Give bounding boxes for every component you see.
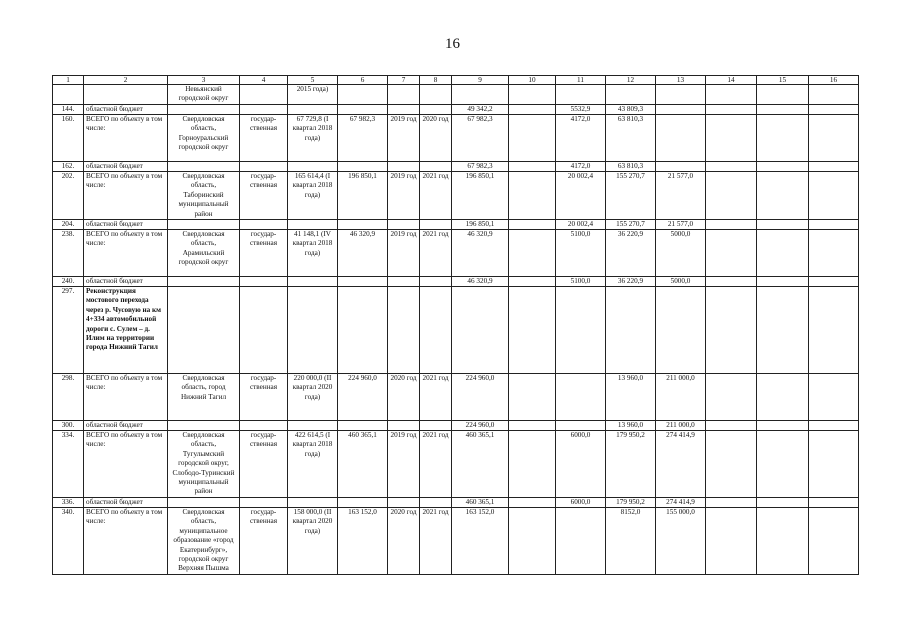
table-cell — [706, 105, 757, 115]
table-row — [53, 115, 859, 162]
table-cell: государ-ственная — [240, 115, 288, 162]
table-cell — [509, 230, 556, 277]
table-cell: 274 414,9 — [656, 431, 706, 498]
column-header: 7 — [388, 76, 420, 85]
table-cell — [240, 287, 288, 374]
table-cell — [757, 287, 809, 374]
table-cell — [240, 105, 288, 115]
table-cell — [338, 162, 388, 172]
table-cell: 2021 год — [420, 374, 452, 421]
column-header: 16 — [809, 76, 859, 85]
table-cell — [509, 497, 556, 507]
budget-subrow — [53, 421, 859, 431]
table-cell — [388, 497, 420, 507]
table-cell — [452, 287, 509, 374]
table-cell — [168, 287, 240, 374]
table-cell: 67 982,3 — [452, 115, 509, 162]
table-cell: 20 002,4 — [556, 172, 606, 220]
table-row — [53, 431, 859, 498]
column-header: 13 — [656, 76, 706, 85]
table-row — [53, 374, 859, 421]
table-row — [53, 172, 859, 220]
table-cell: 211 000,0 — [656, 374, 706, 421]
table-cell — [809, 105, 859, 115]
table-cell: 2020 год — [388, 507, 420, 574]
table-cell: Свердловская область, город Нижний Тагил — [168, 374, 240, 421]
table-cell — [388, 287, 420, 374]
table-cell: 2020 год — [420, 115, 452, 162]
table-cell — [509, 277, 556, 287]
table-cell: 41 148,1 (IV квартал 2018 года) — [288, 230, 338, 277]
table-cell — [706, 497, 757, 507]
table-cell — [809, 431, 859, 498]
table-cell — [288, 105, 338, 115]
table-cell: 300. — [53, 421, 84, 431]
table-cell: 158 000,0 (II квартал 2020 года) — [288, 507, 338, 574]
table-cell — [388, 277, 420, 287]
table-cell — [509, 374, 556, 421]
table-cell — [706, 277, 757, 287]
table-cell: 5000,0 — [656, 277, 706, 287]
table-cell: 6000,0 — [556, 497, 606, 507]
table-cell — [288, 421, 338, 431]
table-cell — [809, 421, 859, 431]
table-cell — [452, 85, 509, 105]
table-cell — [338, 220, 388, 230]
table-cell — [420, 220, 452, 230]
table-cell: 460 365,1 — [452, 497, 509, 507]
table-cell — [420, 277, 452, 287]
table-cell: 43 809,3 — [606, 105, 656, 115]
table-cell — [809, 277, 859, 287]
table-cell — [757, 220, 809, 230]
table-cell: 155 270,7 — [606, 172, 656, 220]
table-cell: 21 577,0 — [656, 220, 706, 230]
table-cell — [509, 115, 556, 162]
column-header: 15 — [757, 76, 809, 85]
table-cell: 5000,0 — [656, 230, 706, 277]
table-cell — [809, 497, 859, 507]
table-cell: 8152,0 — [606, 507, 656, 574]
table-cell: ВСЕГО по объекту в том числе: — [84, 230, 168, 277]
table-cell — [706, 85, 757, 105]
table-cell — [509, 287, 556, 374]
table-cell — [388, 105, 420, 115]
column-header: 5 — [288, 76, 338, 85]
table-cell: 165 614,4 (I квартал 2018 года) — [288, 172, 338, 220]
table-cell: 340. — [53, 507, 84, 574]
table-cell: 2019 год — [388, 431, 420, 498]
table-cell: 4172,0 — [556, 115, 606, 162]
column-header: 8 — [420, 76, 452, 85]
column-header: 14 — [706, 76, 757, 85]
table-cell: 211 000,0 — [656, 421, 706, 431]
table-cell: 67 982,3 — [452, 162, 509, 172]
table-cell: 6000,0 — [556, 431, 606, 498]
table-cell: 2021 год — [420, 431, 452, 498]
table-cell: 155 000,0 — [656, 507, 706, 574]
table-cell — [338, 421, 388, 431]
table-cell — [509, 507, 556, 574]
table-cell: 46 320,9 — [452, 230, 509, 277]
table-cell — [809, 85, 859, 105]
table-cell: Невьянский городской округ — [168, 85, 240, 105]
table-cell — [809, 507, 859, 574]
table-cell — [706, 507, 757, 574]
table-cell — [388, 85, 420, 105]
table-cell — [338, 497, 388, 507]
table-cell — [757, 507, 809, 574]
table-cell — [656, 162, 706, 172]
table-cell — [509, 105, 556, 115]
table-cell — [556, 287, 606, 374]
table-cell — [420, 497, 452, 507]
table-cell: 162. — [53, 162, 84, 172]
table-cell — [420, 85, 452, 105]
table-cell — [338, 85, 388, 105]
table-cell — [656, 287, 706, 374]
table-cell — [509, 172, 556, 220]
table-cell: 196 850,1 — [338, 172, 388, 220]
column-header: 12 — [606, 76, 656, 85]
table-cell — [809, 115, 859, 162]
table-cell — [509, 431, 556, 498]
table-cell — [288, 220, 338, 230]
table-cell — [656, 85, 706, 105]
table-cell — [809, 287, 859, 374]
table-cell — [556, 374, 606, 421]
table-cell: ВСЕГО по объекту в том числе: — [84, 172, 168, 220]
table-cell: государ-ственная — [240, 374, 288, 421]
table-cell: областной бюджет — [84, 220, 168, 230]
column-header: 2 — [84, 76, 168, 85]
table-cell: 13 960,0 — [606, 374, 656, 421]
table-cell: 144. — [53, 105, 84, 115]
table-cell — [168, 497, 240, 507]
table-cell: 36 220,9 — [606, 277, 656, 287]
table-cell: 5532,9 — [556, 105, 606, 115]
table-cell: 163 152,0 — [338, 507, 388, 574]
object-title-row — [53, 287, 859, 374]
table-cell — [706, 115, 757, 162]
table-cell: 2021 год — [420, 230, 452, 277]
table-cell — [240, 497, 288, 507]
table-cell — [420, 162, 452, 172]
table-cell: Свердловская область, Тугулымский городской округ, Слободо-Туринский муниципальный район — [168, 431, 240, 498]
column-header: 11 — [556, 76, 606, 85]
table-cell: ВСЕГО по объекту в том числе: — [84, 507, 168, 574]
column-header: 10 — [509, 76, 556, 85]
table-cell — [288, 162, 338, 172]
table-cell: 160. — [53, 115, 84, 162]
column-header: 4 — [240, 76, 288, 85]
table-cell: государ-ственная — [240, 172, 288, 220]
table-cell: 238. — [53, 230, 84, 277]
table-cell — [168, 162, 240, 172]
table-cell: ВСЕГО по объекту в том числе: — [84, 431, 168, 498]
table-cell — [240, 85, 288, 105]
table-cell: 460 365,1 — [452, 431, 509, 498]
table-cell — [757, 374, 809, 421]
header-row — [53, 76, 859, 85]
table-cell: 2021 год — [420, 507, 452, 574]
table-cell: 460 365,1 — [338, 431, 388, 498]
column-header: 6 — [338, 76, 388, 85]
table-cell: 2019 год — [388, 115, 420, 162]
table-cell: 21 577,0 — [656, 172, 706, 220]
table-cell: Реконструкция мостового перехода через р. Чусовую на км 4+334 автомобильной дороги с. Сулем – д. Илим на территории города Нижний Тагил — [84, 287, 168, 374]
table-row — [53, 230, 859, 277]
table-row — [53, 85, 859, 105]
budget-subrow — [53, 105, 859, 115]
table-cell: 224 960,0 — [452, 421, 509, 431]
table-cell — [84, 85, 168, 105]
table-cell: 36 220,9 — [606, 230, 656, 277]
budget-subrow — [53, 497, 859, 507]
table-cell — [757, 172, 809, 220]
table-cell — [240, 220, 288, 230]
table-cell — [706, 162, 757, 172]
table-cell — [509, 85, 556, 105]
table-cell: государ-ственная — [240, 507, 288, 574]
table-cell — [706, 431, 757, 498]
table-cell — [288, 277, 338, 287]
table-cell: ВСЕГО по объекту в том числе: — [84, 115, 168, 162]
table-cell: 196 850,1 — [452, 172, 509, 220]
table-cell — [240, 277, 288, 287]
budget-subrow — [53, 220, 859, 230]
table-cell: 2020 год — [388, 374, 420, 421]
table-cell — [168, 277, 240, 287]
table-cell — [757, 105, 809, 115]
table-cell — [388, 421, 420, 431]
table-cell — [606, 287, 656, 374]
table-cell — [809, 374, 859, 421]
table-cell — [757, 115, 809, 162]
table-cell — [757, 162, 809, 172]
table-cell: 224 960,0 — [452, 374, 509, 421]
column-header: 1 — [53, 76, 84, 85]
table-cell — [168, 105, 240, 115]
table-cell — [706, 172, 757, 220]
table-cell: 5100,0 — [556, 277, 606, 287]
table-cell — [53, 85, 84, 105]
table-cell — [656, 115, 706, 162]
table-cell — [809, 220, 859, 230]
table-cell — [809, 230, 859, 277]
table-cell: 204. — [53, 220, 84, 230]
table-cell: областной бюджет — [84, 105, 168, 115]
table-cell — [420, 105, 452, 115]
table-cell: ВСЕГО по объекту в том числе: — [84, 374, 168, 421]
table-cell: 49 342,2 — [452, 105, 509, 115]
table-cell: 336. — [53, 497, 84, 507]
table-cell — [509, 421, 556, 431]
table-cell: 4172,0 — [556, 162, 606, 172]
table-cell: областной бюджет — [84, 277, 168, 287]
table-cell: 2019 год — [388, 172, 420, 220]
table-cell: 196 850,1 — [452, 220, 509, 230]
table-cell — [338, 287, 388, 374]
table-cell — [706, 374, 757, 421]
table-cell: 274 414,9 — [656, 497, 706, 507]
table-cell — [338, 277, 388, 287]
table-cell: 63 810,3 — [606, 162, 656, 172]
table-cell — [388, 220, 420, 230]
table-cell: 2015 года) — [288, 85, 338, 105]
table-cell: 46 320,9 — [338, 230, 388, 277]
table-cell — [809, 172, 859, 220]
table-cell — [556, 85, 606, 105]
table-cell: 20 002,4 — [556, 220, 606, 230]
table-cell: 179 950,2 — [606, 431, 656, 498]
budget-subrow — [53, 162, 859, 172]
table-cell: 5100,0 — [556, 230, 606, 277]
table-cell: 298. — [53, 374, 84, 421]
table-cell: 2021 год — [420, 172, 452, 220]
table-cell: областной бюджет — [84, 497, 168, 507]
table-cell — [706, 230, 757, 277]
table-cell — [288, 497, 338, 507]
table-cell: 240. — [53, 277, 84, 287]
table-cell — [809, 162, 859, 172]
table-cell: 67 729,8 (I квартал 2018 года) — [288, 115, 338, 162]
table-cell — [168, 421, 240, 431]
table-cell: 224 960,0 — [338, 374, 388, 421]
table-cell — [757, 277, 809, 287]
table-cell — [757, 230, 809, 277]
table-cell — [420, 287, 452, 374]
table-cell — [388, 162, 420, 172]
table-cell: 67 982,3 — [338, 115, 388, 162]
table-cell: государ-ственная — [240, 431, 288, 498]
table-cell: 13 960,0 — [606, 421, 656, 431]
table-cell: 334. — [53, 431, 84, 498]
table-cell: Свердловская область, Горноуральский городской округ — [168, 115, 240, 162]
table-cell — [556, 421, 606, 431]
table-cell: 2019 год — [388, 230, 420, 277]
table-cell: 63 810,3 — [606, 115, 656, 162]
budget-table — [52, 75, 859, 575]
table-cell: областной бюджет — [84, 162, 168, 172]
table-cell — [757, 431, 809, 498]
table-cell: областной бюджет — [84, 421, 168, 431]
table-cell — [706, 287, 757, 374]
table-cell: 179 950,2 — [606, 497, 656, 507]
table-cell — [757, 421, 809, 431]
table-cell — [556, 507, 606, 574]
table-cell: Свердловская область, муниципальное образование «город Екатеринбург», городской округ Верхняя Пышма — [168, 507, 240, 574]
table-cell — [240, 162, 288, 172]
table-cell — [606, 85, 656, 105]
budget-subrow — [53, 277, 859, 287]
table-cell: 297. — [53, 287, 84, 374]
table-row — [53, 507, 859, 574]
table-cell: 163 152,0 — [452, 507, 509, 574]
table-cell: 46 320,9 — [452, 277, 509, 287]
table-cell — [420, 421, 452, 431]
column-header: 9 — [452, 76, 509, 85]
table-cell — [757, 85, 809, 105]
table-cell — [509, 162, 556, 172]
column-header: 3 — [168, 76, 240, 85]
table-cell: Свердловская область, Арамильский городской округ — [168, 230, 240, 277]
table-cell: 422 614,5 (I квартал 2018 года) — [288, 431, 338, 498]
table-cell — [706, 421, 757, 431]
table-cell: 220 000,0 (II квартал 2020 года) — [288, 374, 338, 421]
table-cell — [338, 105, 388, 115]
table-cell — [288, 287, 338, 374]
table-cell — [656, 105, 706, 115]
table-cell — [240, 421, 288, 431]
table-cell: 155 270,7 — [606, 220, 656, 230]
table-cell: 202. — [53, 172, 84, 220]
table-cell — [168, 220, 240, 230]
table-cell — [757, 497, 809, 507]
table-cell — [509, 220, 556, 230]
table-cell — [706, 220, 757, 230]
table-cell: Свердловская область, Таборинский муниципальный район — [168, 172, 240, 220]
table-cell: государ-ственная — [240, 230, 288, 277]
page-number: 16 — [445, 36, 460, 52]
